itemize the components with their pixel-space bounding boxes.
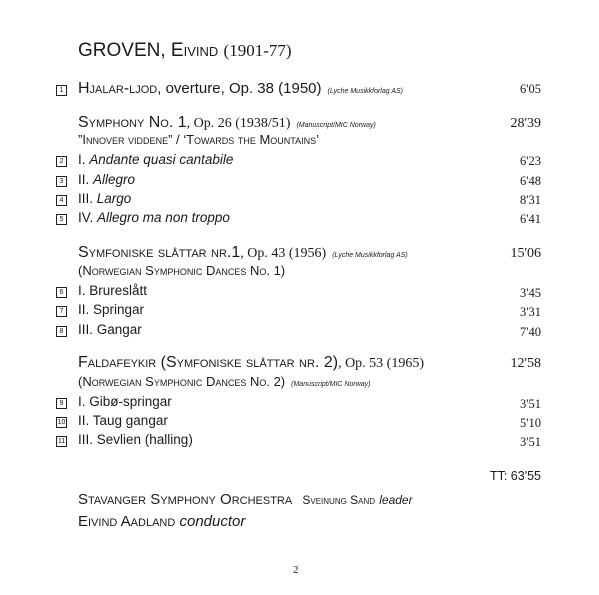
movement-name: Sevlien (halling) bbox=[96, 432, 193, 447]
movement-number: IV. bbox=[78, 210, 98, 225]
track-number: 4 bbox=[56, 195, 67, 206]
publisher: (Lyche Musikkforlag AS) bbox=[332, 252, 408, 259]
movement-number: III. bbox=[78, 322, 97, 337]
movement-number: III. bbox=[78, 191, 97, 206]
movement-number: II. bbox=[78, 172, 94, 187]
work-subtitle-line bbox=[78, 374, 371, 389]
movement-duration: 6'41 bbox=[519, 212, 541, 226]
work-subtitle: (Norwegian Symphonic Dances No. 2) bbox=[78, 374, 286, 389]
movement-duration: 3'51 bbox=[519, 435, 541, 449]
movement bbox=[78, 432, 193, 447]
work-title: Symphony No. 1 bbox=[78, 114, 187, 131]
track-number: 1 bbox=[56, 85, 67, 96]
leader-role: leader bbox=[379, 493, 413, 507]
publisher: (Manuscript/MIC Norway) bbox=[296, 122, 376, 129]
work-title: Symfoniske slåttar nr.1 bbox=[78, 244, 241, 261]
movement-number: I. bbox=[78, 283, 90, 298]
work-duration: 15'06 bbox=[510, 246, 541, 261]
movement bbox=[78, 210, 230, 225]
leader-name: Sveinung Sand bbox=[302, 493, 376, 507]
movement bbox=[78, 191, 131, 206]
total-time: TT: 63'55 bbox=[489, 469, 541, 483]
track-number: 8 bbox=[56, 326, 67, 337]
orchestra-line bbox=[78, 491, 413, 508]
track-number: 6 bbox=[56, 287, 67, 298]
work-title-line bbox=[78, 354, 424, 372]
work-title-line bbox=[78, 244, 408, 262]
movement-number: I. bbox=[78, 394, 90, 409]
track-number: 2 bbox=[56, 156, 67, 167]
work-duration: 12'58 bbox=[510, 356, 541, 371]
movement bbox=[78, 172, 135, 187]
work-duration: 28'39 bbox=[510, 116, 541, 131]
conductor-role: conductor bbox=[179, 513, 246, 530]
movement bbox=[78, 152, 233, 167]
work-subtitle: ”Innover viddene” / ‘Towards the Mountains’ bbox=[78, 132, 320, 147]
movement-name: Gangar bbox=[96, 322, 142, 337]
movement-name: Largo bbox=[96, 191, 132, 206]
track-number: 3 bbox=[56, 176, 67, 187]
work-details: , Op. 26 (1938/51) bbox=[186, 116, 291, 131]
track-number: 7 bbox=[56, 306, 67, 317]
movement-duration: 3'45 bbox=[519, 286, 541, 300]
movement-duration: 3'31 bbox=[519, 305, 541, 319]
movement-duration: 6'23 bbox=[519, 154, 541, 168]
movement-number: II. bbox=[78, 302, 94, 317]
work-details: , Op. 43 (1956) bbox=[240, 246, 327, 261]
movement-name: Allegro ma non troppo bbox=[97, 210, 230, 225]
movement-duration: 3'51 bbox=[519, 397, 541, 411]
movement-name: Andante quasi cantabile bbox=[89, 152, 234, 167]
work-duration: 6'05 bbox=[519, 82, 541, 96]
conductor-line bbox=[78, 513, 245, 530]
movement bbox=[78, 322, 142, 337]
movement-duration: 6'48 bbox=[519, 174, 541, 188]
work-title-line bbox=[78, 80, 403, 98]
movement-name: Springar bbox=[93, 302, 145, 317]
composer-heading bbox=[78, 40, 292, 62]
work-details: , overture, Op. 38 (1950) bbox=[157, 80, 322, 97]
movement-name: Allegro bbox=[93, 172, 136, 187]
movement-name: Gibø-springar bbox=[89, 394, 172, 409]
movement-name: Taug gangar bbox=[92, 413, 168, 428]
movement bbox=[78, 413, 168, 428]
movement bbox=[78, 302, 144, 317]
track-number: 5 bbox=[56, 214, 67, 225]
movement-duration: 7'40 bbox=[519, 325, 541, 339]
track-number: 10 bbox=[57, 419, 66, 426]
conductor-name: Eivind Aadland bbox=[78, 513, 176, 530]
publisher: (Lyche Musikkforlag AS) bbox=[327, 88, 403, 95]
movement-number: II. bbox=[78, 413, 93, 428]
composer-name: GROVEN, Eivind bbox=[78, 40, 219, 61]
orchestra-name: Stavanger Symphony Orchestra bbox=[78, 491, 293, 508]
movement-duration: 5'10 bbox=[519, 416, 541, 430]
movement-duration: 8'31 bbox=[519, 193, 541, 207]
publisher: (Manuscript/MIC Norway) bbox=[291, 381, 371, 388]
movement-number: I. bbox=[78, 152, 90, 167]
composer-years: (1901-77) bbox=[223, 41, 292, 60]
track-number: 11 bbox=[57, 438, 66, 445]
work-title-line bbox=[78, 114, 376, 132]
track-number: 9 bbox=[56, 398, 67, 409]
work-subtitle: (Norwegian Symphonic Dances No. 1) bbox=[78, 263, 286, 278]
movement bbox=[78, 283, 147, 298]
work-details: , Op. 53 (1965) bbox=[338, 356, 424, 371]
movement-name: Brureslått bbox=[89, 283, 148, 298]
movement bbox=[78, 394, 172, 409]
work-title: Hjalar-ljod bbox=[78, 80, 158, 97]
work-title: Faldafeykir (Symfoniske slåttar nr. 2) bbox=[78, 354, 339, 371]
movement-number: III. bbox=[78, 432, 97, 447]
page-number: 2 bbox=[293, 564, 299, 576]
